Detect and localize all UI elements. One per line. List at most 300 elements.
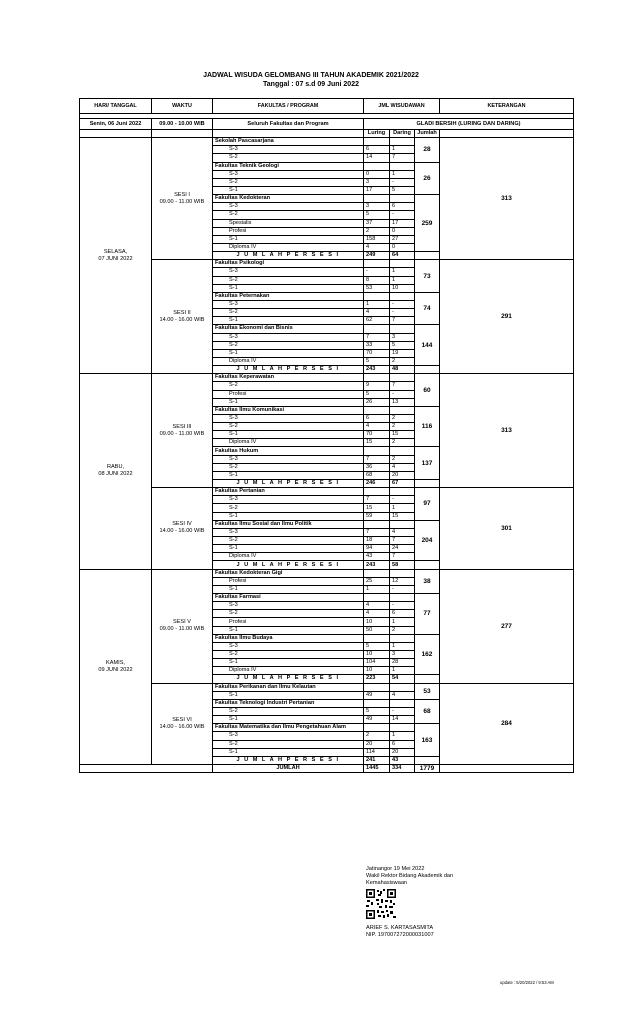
session-sum-luring: 246 (364, 480, 390, 488)
program-daring: - (390, 178, 415, 186)
faculty-total: 26 (415, 162, 440, 195)
program-luring: 10 (364, 618, 390, 626)
session-sum-jumlah-empty (415, 675, 440, 683)
faculty-luring-empty (364, 138, 390, 146)
program-name: S-2 (213, 537, 364, 545)
grand-total-row (80, 764, 574, 772)
program-luring: 43 (364, 553, 390, 561)
session-total: 291 (440, 260, 574, 374)
program-name: S-1 (213, 691, 364, 699)
program-luring: 1 (364, 585, 390, 593)
program-luring: 1 (364, 300, 390, 308)
program-luring: 37 (364, 219, 390, 227)
program-name: S-2 (213, 309, 364, 317)
faculty-total: 77 (415, 594, 440, 635)
program-luring: 18 (364, 537, 390, 545)
program-name: S-2 (213, 651, 364, 659)
session-sum-daring: 64 (390, 252, 415, 260)
day-cell: RABU, 08 JUNI 2022 (80, 374, 152, 569)
faculty-name: Fakultas Matematika dan Ilmu Pengetahuan Alam (213, 724, 364, 732)
faculty-total: 162 (415, 634, 440, 675)
program-luring: 94 (364, 545, 390, 553)
program-daring: - (390, 707, 415, 715)
grand-total-jumlah: 1779 (415, 764, 440, 772)
program-daring: 0 (390, 243, 415, 251)
session-sum-jumlah-empty (415, 561, 440, 569)
program-luring: 53 (364, 284, 390, 292)
signature-place-date: Jatinangor 19 Mei 2022 (366, 866, 425, 872)
faculty-daring-empty (390, 406, 415, 414)
program-name: S-1 (213, 431, 364, 439)
program-luring: 15 (364, 504, 390, 512)
program-daring: 27 (390, 235, 415, 243)
program-daring: 1 (390, 732, 415, 740)
subheader-luring: Luring (364, 130, 390, 138)
header-waktu: WAKTU (152, 99, 213, 114)
program-luring: 25 (364, 577, 390, 585)
session-sum-jumlah-empty (415, 756, 440, 764)
update-stamp: update : 5/20/2022 / 9:53 AM (500, 980, 554, 985)
program-daring: 13 (390, 398, 415, 406)
program-name: S-3 (213, 203, 364, 211)
program-name: S-1 (213, 349, 364, 357)
header-jml: JML WISUDAWAN (364, 99, 440, 114)
program-name: S-1 (213, 748, 364, 756)
program-luring: 59 (364, 512, 390, 520)
session-sum-label: J U M L A H P E R S E S I (213, 756, 364, 764)
session-sum-jumlah-empty (415, 252, 440, 260)
session-total: 313 (440, 138, 574, 260)
program-daring: - (390, 496, 415, 504)
program-luring: 9 (364, 382, 390, 390)
program-daring: - (390, 602, 415, 610)
session-total: 277 (440, 569, 574, 683)
program-luring: 5 (364, 357, 390, 365)
program-luring: 49 (364, 716, 390, 724)
session-sum-daring: 54 (390, 675, 415, 683)
program-name: S-1 (213, 186, 364, 194)
session-total: 313 (440, 374, 574, 488)
program-luring: 10 (364, 651, 390, 659)
program-daring: - (390, 211, 415, 219)
program-name: S-1 (213, 659, 364, 667)
grand-total-blank (80, 764, 213, 772)
program-name: S-2 (213, 504, 364, 512)
signature-position: Wakil Rektor Bidang Akademik dan Kemahasiswaan (366, 873, 454, 886)
program-name: Diploma IV (213, 243, 364, 251)
program-name: S-2 (213, 178, 364, 186)
gladi-row (80, 119, 574, 130)
program-daring: 1 (390, 504, 415, 512)
faculty-name: Fakultas Teknik Geologi (213, 162, 364, 170)
faculty-name: Sekolah Pascasarjana (213, 138, 364, 146)
program-daring: 1 (390, 618, 415, 626)
faculty-total: 144 (415, 325, 440, 366)
program-name: S-3 (213, 455, 364, 463)
program-daring: 28 (390, 659, 415, 667)
faculty-total: 259 (415, 195, 440, 252)
session-total: 284 (440, 683, 574, 764)
session-sum-luring: 243 (364, 561, 390, 569)
document-title: JADWAL WISUDA GELOMBANG III TAHUN AKADEMIK 2021/2022 (203, 72, 419, 79)
program-name: S-1 (213, 398, 364, 406)
faculty-daring-empty (390, 138, 415, 146)
faculty-row (80, 138, 574, 146)
faculty-total: 204 (415, 520, 440, 561)
faculty-name: Fakultas Pertanian (213, 488, 364, 496)
program-daring: 1 (390, 146, 415, 154)
faculty-name: Fakultas Teknologi Industri Pertanian (213, 699, 364, 707)
program-name: S-1 (213, 545, 364, 553)
program-luring: 3 (364, 178, 390, 186)
program-name: S-2 (213, 382, 364, 390)
gladi-waktu: 09.00 - 10.00 WIB (152, 119, 213, 130)
program-daring: 1 (390, 268, 415, 276)
faculty-luring-empty (364, 488, 390, 496)
session-sum-luring: 241 (364, 756, 390, 764)
session-sum-daring: 67 (390, 480, 415, 488)
session-cell: SESI IV 14.00 - 16.00 WIB (152, 488, 213, 569)
session-cell: SESI II 14.00 - 16.00 WIB (152, 260, 213, 374)
program-luring: 4 (364, 423, 390, 431)
program-name: S-3 (213, 146, 364, 154)
program-name: Spesialis (213, 219, 364, 227)
faculty-daring-empty (390, 195, 415, 203)
program-luring: 4 (364, 602, 390, 610)
program-luring: 68 (364, 471, 390, 479)
program-name: Diploma IV (213, 439, 364, 447)
header-hari: HARI/ TANGGAL (80, 99, 152, 114)
faculty-daring-empty (390, 724, 415, 732)
faculty-name: Fakultas Ilmu Budaya (213, 634, 364, 642)
program-luring: 2 (364, 227, 390, 235)
subheader-jumlah: Jumlah (415, 130, 440, 138)
grand-total-label: JUMLAH (213, 764, 364, 772)
program-luring: 4 (364, 610, 390, 618)
program-luring: 49 (364, 691, 390, 699)
program-daring: 17 (390, 219, 415, 227)
program-name: Diploma IV (213, 553, 364, 561)
faculty-row (80, 569, 574, 577)
program-luring: 6 (364, 414, 390, 422)
program-luring: 5 (364, 642, 390, 650)
program-luring: 0 (364, 170, 390, 178)
session-sum-label: J U M L A H P E R S E S I (213, 366, 364, 374)
program-luring: 10 (364, 667, 390, 675)
faculty-daring-empty (390, 260, 415, 268)
program-name: S-3 (213, 732, 364, 740)
faculty-daring-empty (390, 374, 415, 382)
session-cell: SESI VI 14.00 - 16.00 WIB (152, 683, 213, 764)
program-daring: 5 (390, 186, 415, 194)
session-sum-label: J U M L A H P E R S E S I (213, 480, 364, 488)
header-fakultas: FAKULTAS / PROGRAM (213, 99, 364, 114)
program-daring: 4 (390, 691, 415, 699)
program-luring: 3 (364, 203, 390, 211)
program-name: S-3 (213, 333, 364, 341)
program-luring: 50 (364, 626, 390, 634)
program-name: S-1 (213, 626, 364, 634)
program-luring: 104 (364, 659, 390, 667)
faculty-row (80, 683, 574, 691)
program-daring: 4 (390, 528, 415, 536)
faculty-name: Fakultas Kedokteran Gigi (213, 569, 364, 577)
session-sum-daring: 43 (390, 756, 415, 764)
faculty-daring-empty (390, 520, 415, 528)
grand-total-daring: 334 (390, 764, 415, 772)
faculty-luring-empty (364, 724, 390, 732)
program-name: S-2 (213, 423, 364, 431)
program-daring: 7 (390, 537, 415, 545)
program-daring: - (390, 390, 415, 398)
program-daring: 6 (390, 203, 415, 211)
gladi-fakultas: Seluruh Fakultas dan Program (213, 119, 364, 130)
session-sum-label: J U M L A H P E R S E S I (213, 675, 364, 683)
faculty-daring-empty (390, 447, 415, 455)
faculty-daring-empty (390, 292, 415, 300)
session-sum-daring: 58 (390, 561, 415, 569)
program-luring: 5 (364, 390, 390, 398)
program-daring: 12 (390, 577, 415, 585)
faculty-name: Fakultas Ekonomi dan Bisnis (213, 325, 364, 333)
grand-total-ket-blank (440, 764, 574, 772)
program-luring: 7 (364, 496, 390, 504)
program-name: Diploma IV (213, 667, 364, 675)
session-sum-label: J U M L A H P E R S E S I (213, 561, 364, 569)
faculty-luring-empty (364, 634, 390, 642)
faculty-daring-empty (390, 488, 415, 496)
program-name: Profesi (213, 577, 364, 585)
program-luring: 7 (364, 455, 390, 463)
program-daring: 2 (390, 357, 415, 365)
program-name: S-2 (213, 154, 364, 162)
program-luring: 5 (364, 211, 390, 219)
faculty-daring-empty (390, 683, 415, 691)
program-daring: 2 (390, 455, 415, 463)
session-sum-label: J U M L A H P E R S E S I (213, 252, 364, 260)
faculty-total: 163 (415, 724, 440, 757)
program-name: S-3 (213, 268, 364, 276)
program-name: S-2 (213, 341, 364, 349)
program-daring: 24 (390, 545, 415, 553)
program-name: S-2 (213, 610, 364, 618)
faculty-luring-empty (364, 374, 390, 382)
program-luring: 36 (364, 463, 390, 471)
program-luring: 5 (364, 707, 390, 715)
program-daring: 19 (390, 349, 415, 357)
subheader-row (80, 130, 574, 138)
session-sum-jumlah-empty (415, 480, 440, 488)
program-name: S-3 (213, 642, 364, 650)
faculty-luring-empty (364, 292, 390, 300)
program-daring: 7 (390, 553, 415, 561)
program-name: S-1 (213, 284, 364, 292)
program-daring: - (390, 585, 415, 593)
program-daring: 1 (390, 276, 415, 284)
session-sum-daring: 48 (390, 366, 415, 374)
program-luring: 158 (364, 235, 390, 243)
faculty-luring-empty (364, 699, 390, 707)
faculty-luring-empty (364, 406, 390, 414)
faculty-name: Fakultas Hukum (213, 447, 364, 455)
faculty-daring-empty (390, 594, 415, 602)
program-luring: 17 (364, 186, 390, 194)
schedule-table (79, 98, 574, 773)
faculty-name: Fakultas Keperawatan (213, 374, 364, 382)
program-daring: 1 (390, 642, 415, 650)
program-luring: 114 (364, 748, 390, 756)
program-name: S-3 (213, 496, 364, 504)
program-daring: 20 (390, 471, 415, 479)
session-cell: SESI V 09.00 - 11.00 WIB (152, 569, 213, 683)
faculty-luring-empty (364, 447, 390, 455)
program-luring: 70 (364, 431, 390, 439)
program-daring: 15 (390, 512, 415, 520)
faculty-total: 74 (415, 292, 440, 325)
faculty-total: 73 (415, 260, 440, 293)
program-luring: 4 (364, 309, 390, 317)
program-luring: 4 (364, 243, 390, 251)
program-name: Diploma IV (213, 357, 364, 365)
faculty-luring-empty (364, 325, 390, 333)
program-luring: - (364, 268, 390, 276)
program-daring: 3 (390, 333, 415, 341)
program-name: S-3 (213, 300, 364, 308)
program-daring: 20 (390, 748, 415, 756)
program-name: S-1 (213, 317, 364, 325)
program-luring: 8 (364, 276, 390, 284)
day-cell: KAMIS, 09 JUNI 2022 (80, 569, 152, 764)
program-daring: 2 (390, 626, 415, 634)
faculty-luring-empty (364, 569, 390, 577)
program-name: S-3 (213, 528, 364, 536)
program-name: S-1 (213, 512, 364, 520)
session-sum-luring: 223 (364, 675, 390, 683)
session-total: 301 (440, 488, 574, 569)
signature-name: ARIEF S. KARTASASMITA (366, 925, 434, 931)
faculty-daring-empty (390, 699, 415, 707)
subheader-daring: Daring (390, 130, 415, 138)
program-daring: 7 (390, 154, 415, 162)
program-name: S-2 (213, 276, 364, 284)
program-name: S-3 (213, 414, 364, 422)
program-luring: 14 (364, 154, 390, 162)
faculty-name: Fakultas Ilmu Sosial dan Ilmu Politik (213, 520, 364, 528)
faculty-daring-empty (390, 162, 415, 170)
session-cell: SESI III 09.00 - 11.00 WIB (152, 374, 213, 488)
faculty-daring-empty (390, 569, 415, 577)
program-luring: 7 (364, 528, 390, 536)
program-daring: 15 (390, 431, 415, 439)
faculty-luring-empty (364, 195, 390, 203)
program-daring: - (390, 309, 415, 317)
table-header-row (80, 99, 574, 114)
faculty-daring-empty (390, 325, 415, 333)
program-luring: 62 (364, 317, 390, 325)
program-daring: 5 (390, 341, 415, 349)
faculty-luring-empty (364, 260, 390, 268)
program-daring: 2 (390, 439, 415, 447)
header-keterangan: KETERANGAN (440, 99, 574, 114)
faculty-luring-empty (364, 594, 390, 602)
document-subtitle: Tanggal : 07 s.d 09 Juni 2022 (263, 81, 359, 88)
program-luring: 7 (364, 333, 390, 341)
program-daring: - (390, 300, 415, 308)
session-sum-luring: 249 (364, 252, 390, 260)
program-daring: 10 (390, 284, 415, 292)
session-sum-luring: 243 (364, 366, 390, 374)
faculty-total: 68 (415, 699, 440, 723)
faculty-name: Fakultas Peternakan (213, 292, 364, 300)
session-cell: SESI I 09.00 - 11.00 WIB (152, 138, 213, 260)
program-daring: 1 (390, 667, 415, 675)
program-name: Profesi (213, 390, 364, 398)
faculty-luring-empty (364, 520, 390, 528)
faculty-row (80, 374, 574, 382)
program-daring: 3 (390, 651, 415, 659)
program-name: S-2 (213, 211, 364, 219)
faculty-total: 53 (415, 683, 440, 699)
faculty-name: Fakultas Kedokteran (213, 195, 364, 203)
program-name: Profesi (213, 618, 364, 626)
faculty-total: 97 (415, 488, 440, 521)
faculty-name: Fakultas Psikologi (213, 260, 364, 268)
program-name: S-1 (213, 716, 364, 724)
day-cell: SELASA, 07 JUNI 2022 (80, 138, 152, 374)
faculty-row (80, 260, 574, 268)
program-name: S-2 (213, 740, 364, 748)
program-daring: 0 (390, 227, 415, 235)
faculty-luring-empty (364, 162, 390, 170)
program-daring: 1 (390, 170, 415, 178)
gladi-hari: Senin, 06 Juni 2022 (80, 119, 152, 130)
faculty-name: Fakultas Farmasi (213, 594, 364, 602)
program-name: S-1 (213, 235, 364, 243)
program-luring: 15 (364, 439, 390, 447)
faculty-daring-empty (390, 634, 415, 642)
program-daring: 4 (390, 463, 415, 471)
program-daring: 7 (390, 317, 415, 325)
program-luring: 2 (364, 732, 390, 740)
program-luring: 33 (364, 341, 390, 349)
faculty-row (80, 488, 574, 496)
faculty-total: 60 (415, 374, 440, 407)
faculty-name: Fakultas Perikanan dan Ilmu Kelautan (213, 683, 364, 691)
gladi-keterangan: GLADI BERSIH (LURING DAN DARING) (364, 119, 574, 130)
program-name: S-1 (213, 585, 364, 593)
qr-code-icon (366, 889, 396, 919)
program-daring: 6 (390, 610, 415, 618)
program-name: S-2 (213, 707, 364, 715)
faculty-total: 38 (415, 569, 440, 593)
signature-nip: NIP. 197007272000031007 (366, 932, 434, 938)
program-name: S-2 (213, 463, 364, 471)
faculty-total: 137 (415, 447, 440, 480)
program-daring: 14 (390, 716, 415, 724)
program-daring: 2 (390, 414, 415, 422)
program-name: S-3 (213, 170, 364, 178)
faculty-total: 116 (415, 406, 440, 447)
faculty-name: Fakultas Ilmu Komunikasi (213, 406, 364, 414)
program-luring: 70 (364, 349, 390, 357)
program-luring: 20 (364, 740, 390, 748)
grand-total-luring: 1445 (364, 764, 390, 772)
faculty-total: 28 (415, 138, 440, 162)
program-daring: 2 (390, 423, 415, 431)
program-luring: 26 (364, 398, 390, 406)
program-luring: 6 (364, 146, 390, 154)
session-sum-jumlah-empty (415, 366, 440, 374)
